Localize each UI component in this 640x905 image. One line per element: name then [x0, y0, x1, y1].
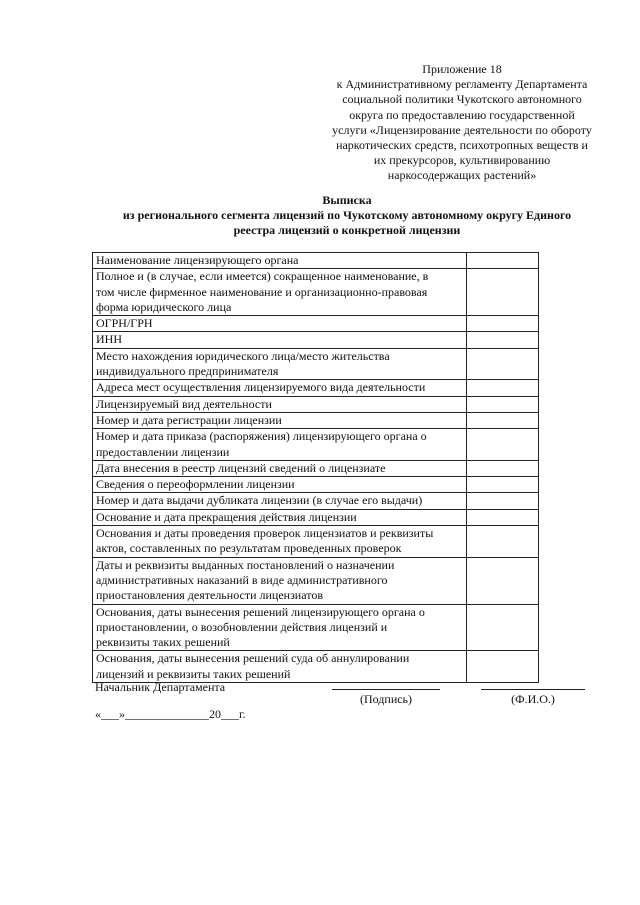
table-row	[93, 348, 539, 380]
field-label-line: Адреса мест осуществления лицензируемого вида деятельности	[96, 380, 426, 395]
field-label-line: Основания, даты вынесения решений суда об аннулировании	[96, 651, 410, 666]
field-label	[93, 460, 467, 476]
field-value[interactable]	[466, 269, 538, 316]
field-value[interactable]	[466, 604, 538, 651]
field-label-line: актов, составленных по результатам проведенных проверок	[96, 541, 402, 556]
signatory-position: Начальник Департамента	[95, 680, 226, 694]
field-value[interactable]	[466, 316, 538, 332]
field-label	[93, 412, 467, 428]
field-value[interactable]	[466, 526, 538, 558]
field-value[interactable]	[466, 509, 538, 525]
field-label	[93, 429, 467, 461]
field-label-line: Место нахождения юридического лица/место жительства	[96, 348, 390, 363]
table-row	[93, 316, 539, 332]
field-value[interactable]	[466, 380, 538, 396]
field-label-line: индивидуального предпринимателя	[96, 364, 279, 379]
appendix-line: социальной политики Чукотского автономного	[342, 92, 582, 107]
field-label-line: предоставлении лицензии	[96, 444, 230, 459]
field-label-line: Номер и дата выдачи дубликата лицензии (в случае его выдачи)	[96, 493, 423, 508]
field-label-line: Дата внесения в реестр лицензий сведений о лицензиате	[96, 460, 386, 475]
field-label	[93, 477, 467, 493]
field-label	[93, 332, 467, 348]
field-value[interactable]	[466, 348, 538, 380]
field-label	[93, 651, 467, 683]
field-value[interactable]	[466, 253, 538, 269]
table-row	[93, 509, 539, 525]
appendix-line: к Административному регламенту Департамента	[336, 77, 588, 92]
table-row	[93, 396, 539, 412]
table-row	[93, 253, 539, 269]
appendix-line: наркосодержащих растений»	[387, 168, 537, 183]
table-row	[93, 604, 539, 651]
field-label-line: Основания, даты вынесения решений лицензирующего органа о	[96, 604, 425, 619]
field-value[interactable]	[466, 651, 538, 683]
table-row	[93, 493, 539, 509]
title-line: Выписка	[322, 193, 372, 207]
field-label-line: Даты и реквизиты выданных постановлений о назначении	[96, 557, 395, 572]
appendix-header	[318, 62, 606, 184]
field-label	[93, 526, 467, 558]
document-title	[92, 193, 602, 238]
field-label-line: приостановлении, о возобновлении действия лицензий и	[96, 619, 388, 634]
field-value[interactable]	[466, 412, 538, 428]
field-value[interactable]	[466, 429, 538, 461]
field-label-line: Номер и дата приказа (распоряжения) лицензирующего органа о	[96, 429, 427, 444]
signature-caption: (Подпись)	[359, 692, 413, 706]
field-label-line: Номер и дата регистрации лицензии	[96, 412, 282, 427]
field-label-line: Наименование лицензирующего органа	[96, 253, 299, 267]
appendix-line: услуги «Лицензирование деятельности по обороту	[332, 122, 592, 137]
table-row	[93, 651, 539, 683]
appendix-line: округа по предоставлению государственной	[349, 107, 575, 122]
appendix-line: наркотических средств, психотропных веществ и	[336, 138, 588, 153]
field-label-line: лицензий и реквизиты таких решений	[96, 666, 291, 681]
name-line	[481, 689, 585, 690]
field-label-line: Основание и дата прекращения действия лицензии	[96, 509, 357, 524]
field-label-line: Сведения о переоформлении лицензии	[96, 477, 295, 492]
field-label	[93, 316, 467, 332]
field-label	[93, 269, 467, 316]
field-label	[93, 493, 467, 509]
field-label-line: административных наказаний в виде административного	[96, 572, 388, 587]
field-label-line: Полное и (в случае, если имеется) сокращенное наименование, в	[96, 269, 429, 284]
field-label-line: форма юридического лица	[96, 299, 232, 314]
field-value[interactable]	[466, 332, 538, 348]
field-value[interactable]	[466, 493, 538, 509]
field-label	[93, 348, 467, 380]
field-label-line: Лицензируемый вид деятельности	[96, 396, 272, 411]
table-row	[93, 526, 539, 558]
date-field: «___»______________20___г.	[95, 707, 246, 721]
table-row	[93, 332, 539, 348]
table-row	[93, 429, 539, 461]
field-label	[93, 380, 467, 396]
table-row	[93, 269, 539, 316]
field-label-line: том числе фирменное наименование и организационно-правовая	[96, 284, 428, 299]
field-label-line: ИНН	[96, 332, 122, 347]
field-label-line: Основания и даты проведения проверок лицензиатов и реквизиты	[96, 526, 434, 541]
field-label	[93, 396, 467, 412]
table-row	[93, 477, 539, 493]
field-label	[93, 604, 467, 651]
title-line: из регионального сегмента лицензий по Чукотскому автономному округу Единого	[122, 208, 572, 222]
field-value[interactable]	[466, 477, 538, 493]
field-label-line: ОГРН/ГРН	[96, 316, 153, 331]
table-row	[93, 557, 539, 604]
field-label-line: приостановления деятельности лицензиатов	[96, 588, 323, 603]
license-extract-table	[92, 252, 539, 683]
title-line: реестра лицензий о конкретной лицензии	[233, 223, 461, 237]
field-value[interactable]	[466, 396, 538, 412]
field-label-line: реквизиты таких решений	[96, 635, 230, 650]
signature-line	[332, 689, 440, 690]
appendix-line: Приложение 18	[422, 62, 502, 76]
table-row	[93, 380, 539, 396]
name-caption: (Ф.И.О.)	[511, 692, 555, 706]
field-value[interactable]	[466, 557, 538, 604]
table-row	[93, 412, 539, 428]
table-row	[93, 460, 539, 476]
field-value[interactable]	[466, 460, 538, 476]
appendix-line: их прекурсоров, культивированию	[373, 153, 551, 168]
field-label	[93, 509, 467, 525]
field-label	[93, 253, 467, 269]
field-label	[93, 557, 467, 604]
